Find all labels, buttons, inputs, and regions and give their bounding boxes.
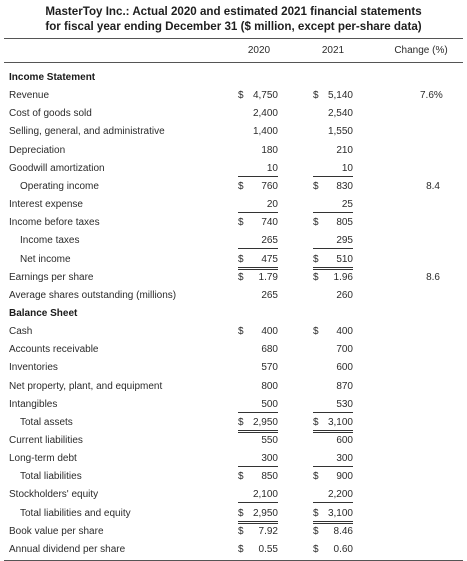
value-2020 [238,435,278,447]
value-2020 [238,417,278,433]
value-number: 2,100 [252,489,278,501]
dollar-sign: $ [238,416,244,428]
value-2020 [238,362,278,374]
value-2020 [238,526,278,538]
value-number: 570 [261,362,278,374]
table-row [0,105,467,123]
value-number: 25 [341,199,353,210]
title-line-1: MasterToy Inc.: Actual 2020 and estimated 2021 financial statements [45,5,422,18]
table-row [0,178,467,196]
value-2020 [238,344,278,356]
row-label: Total liabilities and equity [20,507,131,519]
value-2021 [313,471,353,483]
value-number: 2,950 [252,507,278,519]
table-row [0,414,467,432]
table-row [0,486,467,504]
column-header-2020: 2020 [247,45,271,56]
value-number: 210 [336,144,353,156]
value-2021 [313,453,353,467]
value-2020 [238,272,278,284]
value-number: 300 [336,453,353,465]
dollar-sign: $ [313,525,319,537]
value-number: 2,540 [327,108,353,120]
row-label: Average shares outstanding (millions) [9,289,177,301]
value-number: 475 [261,253,278,265]
value-2021 [313,381,353,393]
value-2020 [238,544,278,556]
value-number: 10 [266,162,278,174]
table-row [0,450,467,468]
value-2020 [238,199,278,213]
value-number: 600 [336,362,353,374]
value-number: 0.55 [258,543,278,555]
value-number: 2,950 [252,416,278,428]
row-label: Earnings per share [9,271,94,283]
value-number: 830 [336,180,353,192]
top-rule [4,38,463,39]
dollar-sign: $ [313,326,319,338]
value-2021 [313,235,353,249]
table-row [0,396,467,414]
table-row [0,323,467,341]
value-2021 [313,399,353,413]
table-row [0,232,467,250]
dollar-sign: $ [313,180,319,192]
value-number: 265 [261,235,278,247]
value-number: 2,200 [327,489,353,501]
row-label: Annual dividend per share [9,543,126,555]
value-change: 7.6% [420,90,443,102]
value-2020 [238,326,278,338]
column-header-2021: 2021 [321,45,345,56]
value-2021 [313,254,353,270]
dollar-sign: $ [313,90,319,102]
dollar-sign: $ [313,543,319,555]
header-rule [4,62,463,63]
row-label: Current liabilities [9,435,83,446]
value-2021 [313,489,353,503]
dollar-sign: $ [238,471,244,483]
section-heading-row [0,69,467,87]
table-row [0,523,467,541]
row-label: Total liabilities [20,471,82,483]
table-row [0,160,467,178]
value-2020 [238,290,278,302]
value-number: 800 [261,380,278,392]
row-label: Long-term debt [9,453,77,465]
row-label: Stockholders' equity [9,489,99,501]
value-2021 [313,344,353,356]
section-heading-row [0,305,467,323]
value-number: 400 [336,326,353,338]
value-2020 [238,181,278,193]
value-number: 0.60 [333,543,353,555]
row-label: Goodwill amortization [9,162,105,174]
value-number: 4,750 [252,90,278,102]
table-row [0,359,467,377]
value-2021 [313,217,353,229]
dollar-sign: $ [238,180,244,192]
value-2021 [313,435,353,447]
value-2021 [313,181,353,193]
value-number: 2,400 [252,108,278,120]
value-2021 [313,326,353,338]
table-row [0,341,467,359]
value-2021 [313,163,353,177]
value-number: 530 [336,398,353,410]
value-number: 900 [336,471,353,483]
value-number: 1.96 [333,271,353,283]
value-change: 8.6 [426,271,440,283]
value-number: 850 [261,471,278,483]
value-number: 400 [261,326,278,338]
value-number: 740 [261,217,278,229]
row-label: Accounts receivable [9,344,99,356]
row-label: Total assets [20,416,73,428]
value-2020 [238,381,278,393]
value-2021 [313,90,353,102]
table-row [0,287,467,305]
value-number: 1.79 [258,271,278,283]
value-2020 [238,453,278,467]
value-2021 [313,526,353,538]
value-2020 [238,217,278,229]
value-2020 [238,508,278,524]
row-label: Intangibles [9,398,58,410]
table-row [0,269,467,287]
value-2020 [238,145,278,157]
table-title [0,4,467,34]
value-2020 [238,235,278,249]
value-2020 [238,254,278,270]
value-number: 3,100 [327,507,353,519]
value-2021 [313,508,353,524]
table-row [0,196,467,214]
value-number: 180 [261,144,278,156]
dollar-sign: $ [238,525,244,537]
dollar-sign: $ [238,253,244,265]
row-label: Selling, general, and administrative [9,126,165,138]
value-number: 3,100 [327,416,353,428]
title-line-2: for fiscal year ending December 31 ($ million, except per-share data) [45,20,422,33]
value-number: 300 [261,453,278,465]
dollar-sign: $ [238,543,244,555]
dollar-sign: $ [238,326,244,338]
table-row [0,432,467,450]
table-row [0,123,467,141]
section-heading: Income Statement [9,72,96,83]
value-2021 [313,108,353,120]
value-2021 [313,145,353,157]
section-heading: Balance Sheet [9,307,78,319]
table-row [0,505,467,523]
row-label: Inventories [9,362,58,374]
row-label: Cash [9,326,33,338]
value-number: 295 [336,235,353,247]
value-2021 [313,544,353,556]
row-label: Income taxes [20,235,80,247]
value-2021 [313,272,353,284]
row-label: Revenue [9,90,50,102]
value-2020 [238,126,278,138]
value-number: 805 [336,217,353,229]
dollar-sign: $ [313,416,319,428]
value-2020 [238,108,278,120]
row-label: Depreciation [9,144,66,156]
value-2021 [313,126,353,138]
value-number: 760 [261,180,278,192]
value-number: 5,140 [327,90,353,102]
dollar-sign: $ [313,217,319,229]
value-change: 8.4 [426,180,440,192]
value-number: 500 [261,398,278,410]
value-number: 680 [261,344,278,356]
table-row [0,468,467,486]
value-2020 [238,163,278,177]
value-2021 [313,290,353,302]
row-label: Interest expense [9,199,83,210]
dollar-sign: $ [238,217,244,229]
dollar-sign: $ [313,253,319,265]
value-number: 510 [336,253,353,265]
row-label: Net income [20,253,71,265]
value-number: 1,400 [252,126,278,138]
dollar-sign: $ [313,471,319,483]
value-number: 10 [341,162,353,174]
value-2020 [238,90,278,102]
value-2020 [238,471,278,483]
value-number: 20 [266,199,278,210]
dollar-sign: $ [313,507,319,519]
dollar-sign: $ [238,271,244,283]
value-number: 700 [336,344,353,356]
table-row [0,541,467,559]
table-row [0,214,467,232]
dollar-sign: $ [313,271,319,283]
table-row [0,251,467,269]
value-2021 [313,417,353,433]
value-2020 [238,399,278,413]
row-label: Book value per share [9,525,104,537]
table-row [0,87,467,105]
value-number: 600 [336,435,353,446]
value-number: 8.46 [333,525,353,537]
value-number: 260 [336,289,353,301]
dollar-sign: $ [238,90,244,102]
value-2021 [313,199,353,213]
row-label: Net property, plant, and equipment [9,380,163,392]
value-number: 870 [336,380,353,392]
table-row [0,142,467,160]
column-header-change: Change (%) [394,45,448,56]
dollar-sign: $ [238,507,244,519]
value-number: 7.92 [258,525,278,537]
value-number: 1,550 [327,126,353,138]
value-number: 265 [261,289,278,301]
table-row [0,378,467,396]
value-number: 550 [261,435,278,446]
row-label: Income before taxes [9,217,100,229]
row-label: Operating income [20,180,99,192]
row-label: Cost of goods sold [9,108,92,120]
value-2020 [238,489,278,503]
value-2021 [313,362,353,374]
